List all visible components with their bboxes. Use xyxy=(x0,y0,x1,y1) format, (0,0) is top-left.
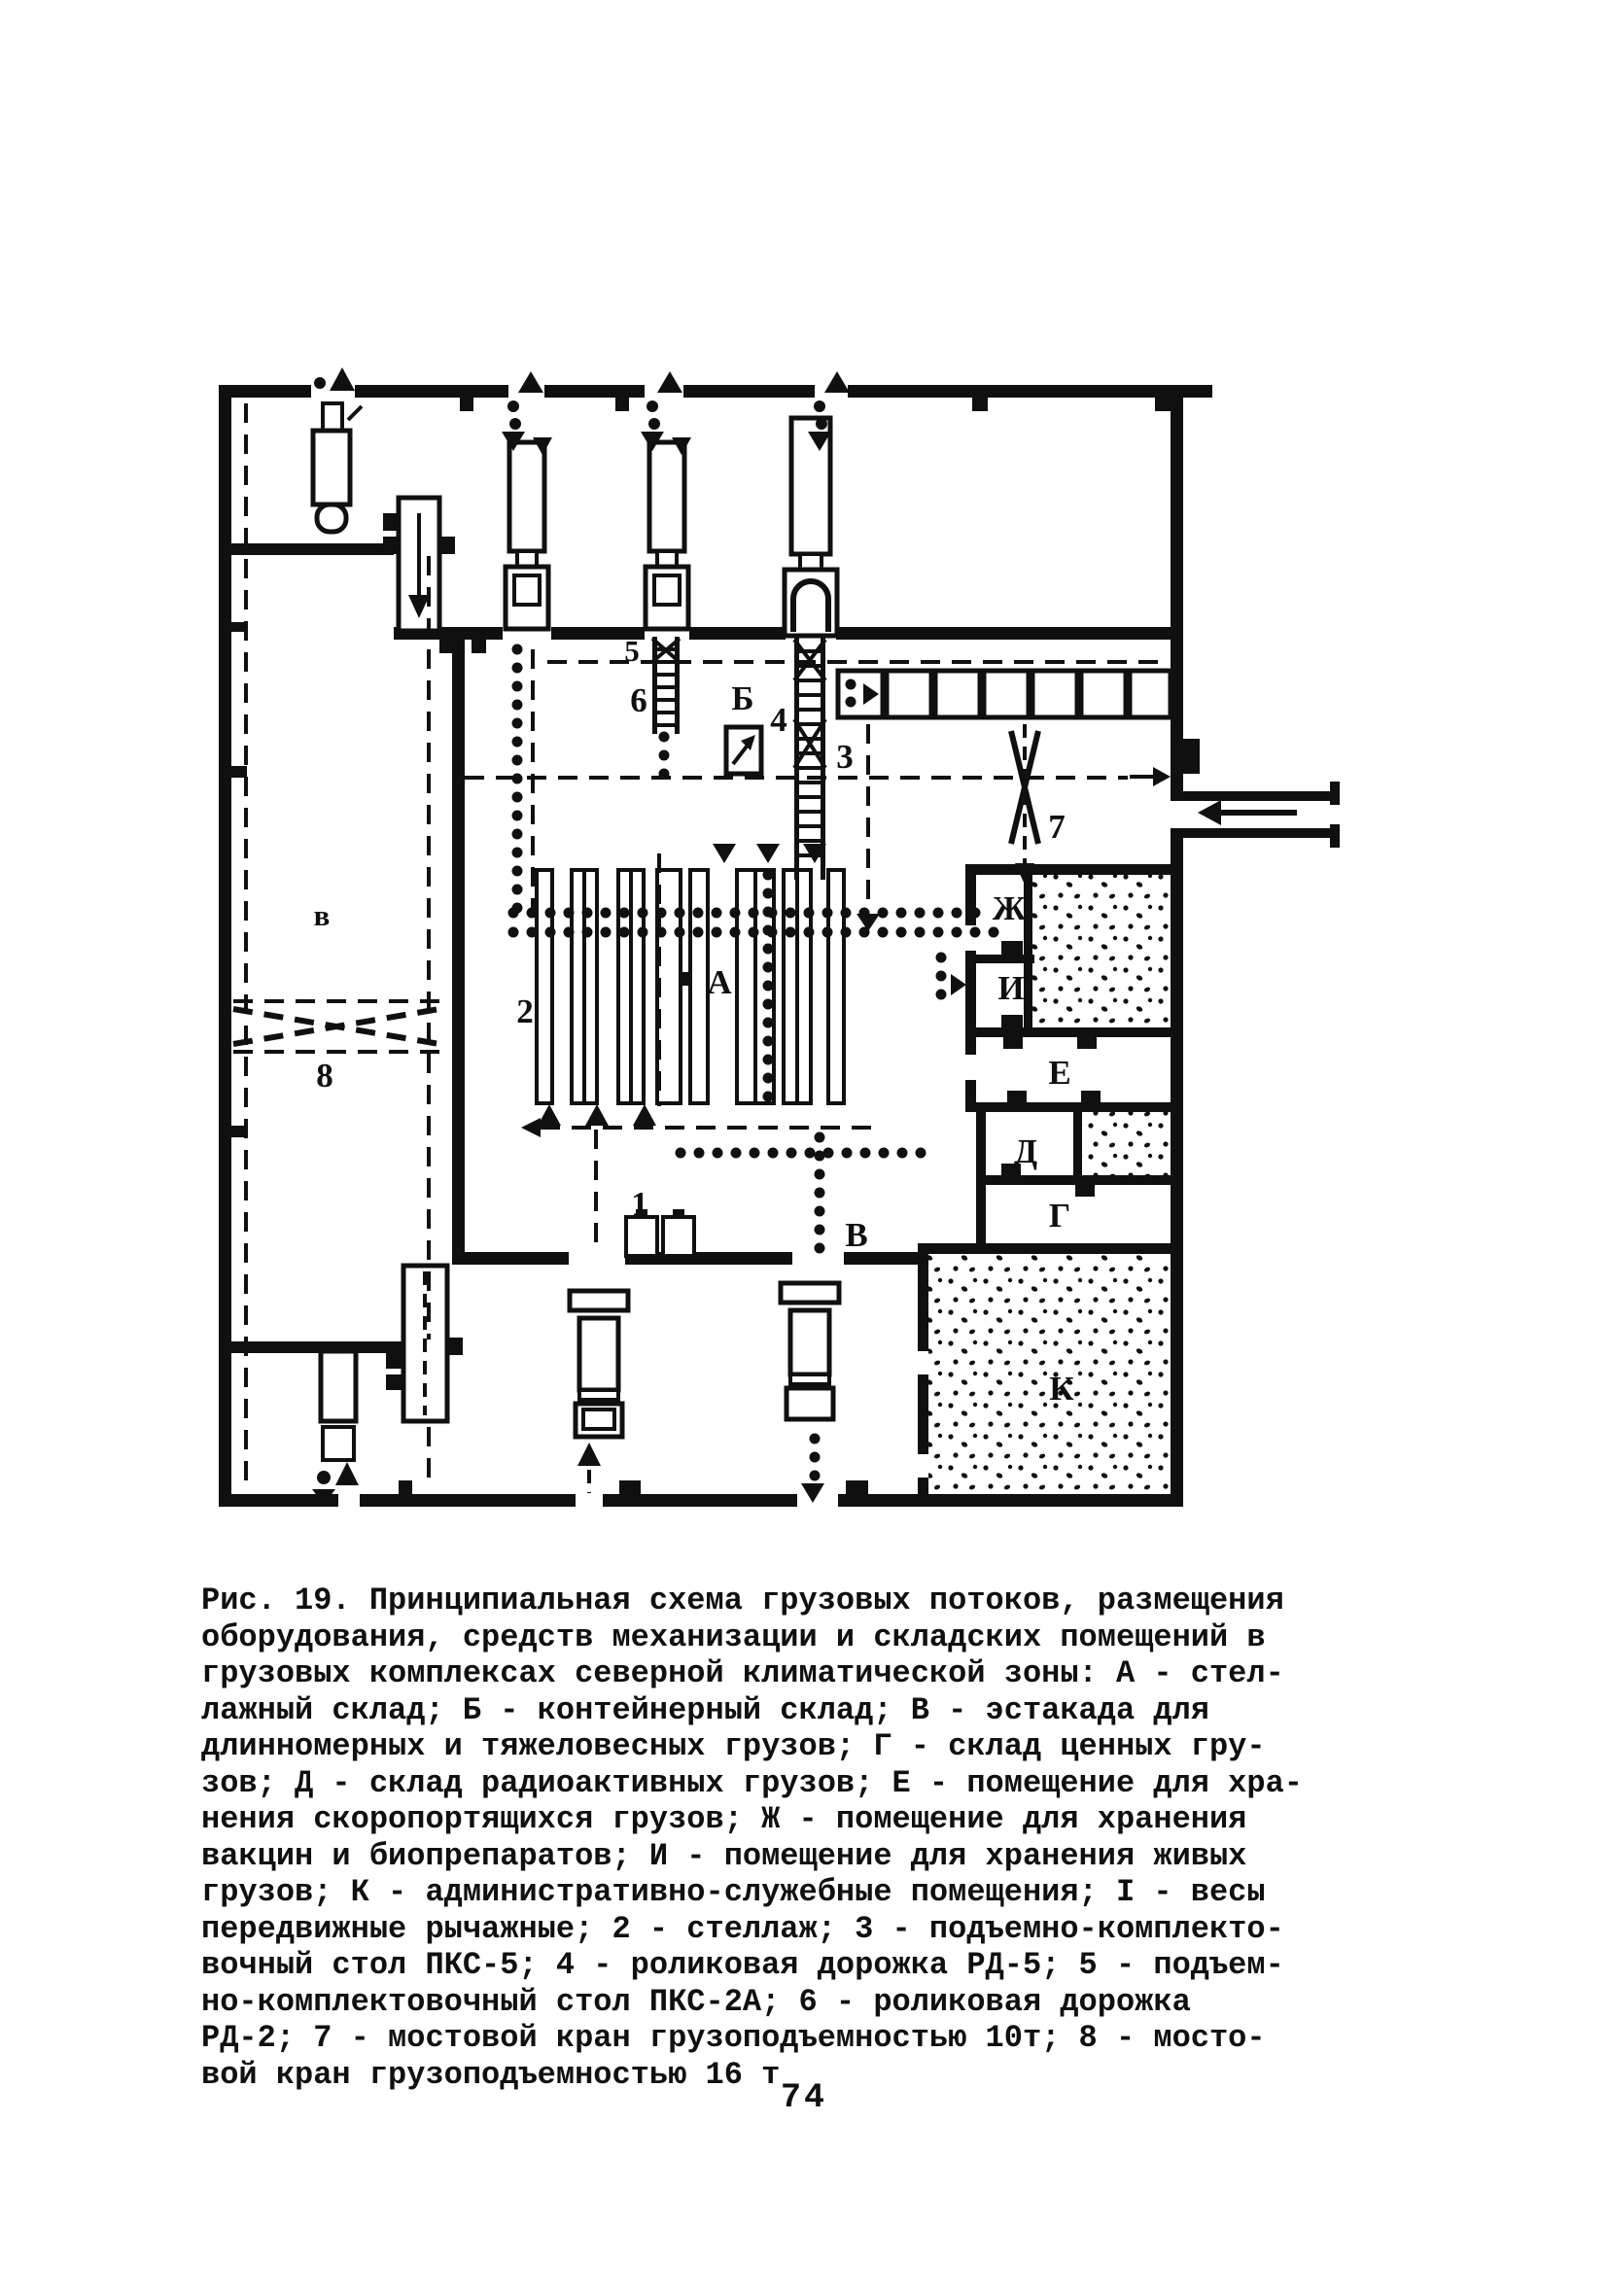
figure-caption xyxy=(201,1583,1436,2093)
equip-label-6: 6 xyxy=(630,681,647,719)
equip-label-3: 3 xyxy=(836,738,854,776)
caption-line: оборудования, средств механизации и складских помещений в xyxy=(201,1618,1266,1655)
caption-line: вой кран грузоподъемностью 16 т xyxy=(201,2056,781,2093)
storage-rooms-block xyxy=(918,864,1171,1507)
roller-track-rd5 xyxy=(794,637,825,880)
equip-label-5: 5 xyxy=(624,634,640,668)
truck-bottom-2 xyxy=(781,1283,839,1419)
storage-racks xyxy=(537,870,844,1103)
equip-label-7: 7 xyxy=(1048,808,1066,846)
equip-label-2: 2 xyxy=(516,992,534,1030)
truck-top-3 xyxy=(785,418,837,636)
equip-label-8: 8 xyxy=(316,1057,333,1095)
container-row xyxy=(838,671,1171,717)
caption-line: вакцин и биопрепаратов; И - помещение для хранения живых xyxy=(201,1837,1247,1874)
page-number: 74 xyxy=(780,2078,827,2117)
zone-label-zh: Ж xyxy=(992,889,1027,927)
stippled-room-upper xyxy=(1032,875,1171,1027)
bridge-crane-16t xyxy=(233,1001,439,1052)
truck-top-1 xyxy=(506,442,548,629)
caption-line: грузовых комплексах северной климатической зоны: А - стел- xyxy=(201,1655,1284,1691)
zone-label-d: Д xyxy=(1013,1132,1038,1170)
zone-label-i: И xyxy=(997,969,1025,1007)
truck-bottom-1 xyxy=(570,1291,628,1437)
caption-line: нения скоропортящихся грузов; Ж - помещение для хранения xyxy=(201,1801,1247,1837)
zone-label-k: К xyxy=(1049,1370,1074,1408)
caption-line: лажный склад; Б - контейнерный склад; В - эстакада для xyxy=(201,1691,1209,1728)
bridge-crane-10t xyxy=(1011,724,1038,885)
zone-label-b: Б xyxy=(731,679,754,717)
lift-box xyxy=(726,727,761,774)
caption-line: Рис. 19. Принципиальная схема грузовых потоков, размещения xyxy=(201,1583,1284,1618)
equip-label-4: 4 xyxy=(770,701,787,739)
caption-line: но-комплектовочный стол ПКС-2А; 6 - роликовая дорожка xyxy=(201,1983,1191,2020)
caption-line: зов; Д - склад радиоактивных грузов; Е - помещение для хра- xyxy=(201,1764,1303,1801)
zone-label-v-strip: в xyxy=(313,898,331,932)
equip-label-1: 1 xyxy=(631,1185,648,1223)
caption-line: вочный стол ПКС-5; 4 - роликовая дорожка РД-5; 5 - подъем- xyxy=(201,1947,1284,1983)
caption-line: грузов; К - административно-служебные помещения; I - весы xyxy=(201,1874,1266,1910)
zone-label-e: Е xyxy=(1048,1054,1071,1092)
truck-top-2 xyxy=(646,442,688,629)
caption-line: длинномерных и тяжеловесных грузов; Г - склад ценных гру- xyxy=(201,1728,1266,1764)
dock-ramp-top xyxy=(383,498,455,631)
zone-label-v-gate: В xyxy=(845,1216,868,1254)
rail-wagon-top xyxy=(313,403,362,532)
stippled-room-lower xyxy=(1082,1112,1171,1175)
roller-track-rd2 xyxy=(652,637,680,734)
caption-line: передвижные рычажные; 2 - стеллаж; 3 - подъемно-комплекто- xyxy=(201,1910,1284,1947)
zone-label-a: А xyxy=(707,963,732,1001)
zone-label-g: Г xyxy=(1048,1197,1071,1235)
truck-bottom-left xyxy=(321,1351,356,1460)
caption-line: РД-2; 7 - мостовой кран грузоподъемностью 10т; 8 - мосто- xyxy=(201,2020,1266,2056)
